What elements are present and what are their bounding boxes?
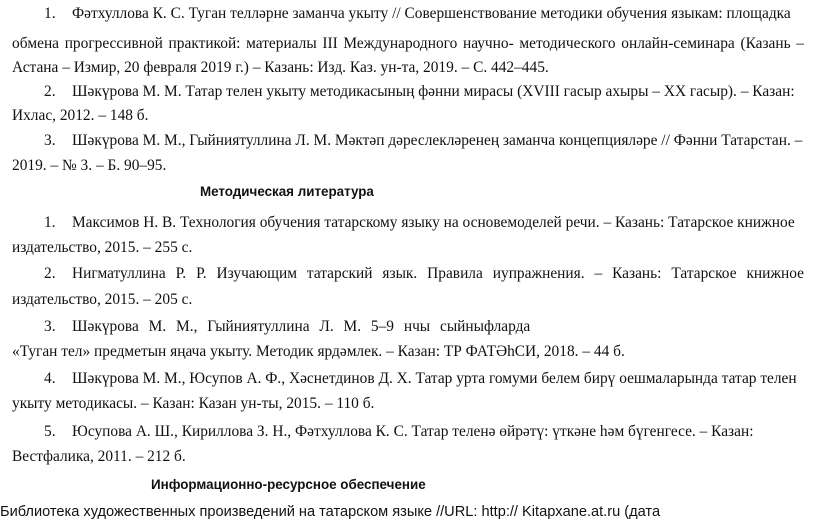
reference-text: Шәкүрова М. М., Гыйниятуллина Л. М. 5–9 нчы сыйныфларда [72, 318, 531, 335]
reference-3-line-1 [44, 131, 804, 151]
heading-methodical-literature: Методическая литература [200, 184, 374, 199]
reference-text: Фәтхуллова К. С. Туган телләрне заманча укыту // Совершенствование методики обучения языкам: площадка [72, 5, 791, 22]
reference-number: 1. [44, 214, 56, 231]
reference-text: Шәкүрова М. М., Гыйниятуллина Л. М. Мәктәп дәреслекләренең заманча концепцияләре // Фәнни Татарстан. – [72, 132, 803, 149]
reference-number: 2. [44, 83, 56, 100]
method-reference-3-line-2: «Туган тел» предметын яңача укыту. Методик ярдәмлек. – Казан: ТР ФАТӘhСИ, 2018. – 44 б. [12, 343, 625, 360]
method-reference-3-line-1 [44, 317, 804, 337]
method-reference-5-line-2: Вестфалика, 2011. – 212 б. [12, 448, 186, 465]
reference-number: 4. [44, 370, 56, 387]
reference-number: 2. [44, 265, 56, 282]
reference-1-line-1 [44, 4, 804, 24]
reference-text: Максимов Н. В. Технология обучения татарскому языку на основемоделей речи. – Казань: Татарское книжное [72, 214, 795, 231]
method-reference-4-line-1 [44, 369, 804, 389]
method-reference-5-line-1 [44, 422, 804, 442]
reference-text: Шәкүрова М. М. Татар телен укыту методикасының фәнни мирасы (XVIII гасыр ахыры – XX гасыр). – Казан: [72, 83, 795, 100]
reference-number: 3. [44, 318, 56, 335]
reference-text: Шәкүрова М. М., Юсупов А. Ф., Хәснетдинов Д. Х. Татар урта гомуми белем бирү оешмаларында татар телен [72, 370, 797, 387]
reference-2-line-2: Ихлас, 2012. – 148 б. [12, 107, 149, 124]
reference-text: Юсупова А. Ш., Кириллова З. Н., Фәтхуллова К. С. Татар теленә өйрәтү: үткәне һәм бүгенгесе. – Казан: [72, 423, 754, 440]
method-reference-4-line-2: укыту методикасы. – Казан: Казан ун-ты, 2015. – 110 б. [12, 395, 375, 412]
method-reference-1-line-2: издательство, 2015. – 255 с. [12, 239, 193, 256]
reference-number: 5. [44, 423, 56, 440]
reference-number: 3. [44, 132, 56, 149]
reference-number: 1. [44, 5, 56, 22]
reference-2-line-1 [44, 82, 804, 102]
heading-information-resources: Информационно-ресурсное обеспечение [151, 477, 426, 492]
reference-3-line-2: 2019. – № 3. – Б. 90–95. [12, 157, 167, 174]
method-reference-2-line-1 [44, 264, 804, 284]
library-reference-line: Библиотека художественных произведений на татарском языке //URL: http:// Kitapxane.at.ru (дата [0, 504, 661, 520]
method-reference-1-line-1 [44, 213, 804, 233]
reference-1-line-2: обмена прогрессивной практикой: материалы III Международного научно- методического онлайн-семинара (Казань – [12, 35, 804, 52]
reference-1-line-3: Астана – Измир, 20 февраля 2019 г.) – Казань: Изд. Каз. ун-та, 2019. – С. 442–445. [12, 59, 549, 76]
method-reference-2-line-2: издательство, 2015. – 205 с. [12, 291, 193, 308]
reference-text: Нигматуллина Р. Р. Изучающим татарский язык. Правила иупражнения. – Казань: Татарское книжное [72, 265, 804, 282]
